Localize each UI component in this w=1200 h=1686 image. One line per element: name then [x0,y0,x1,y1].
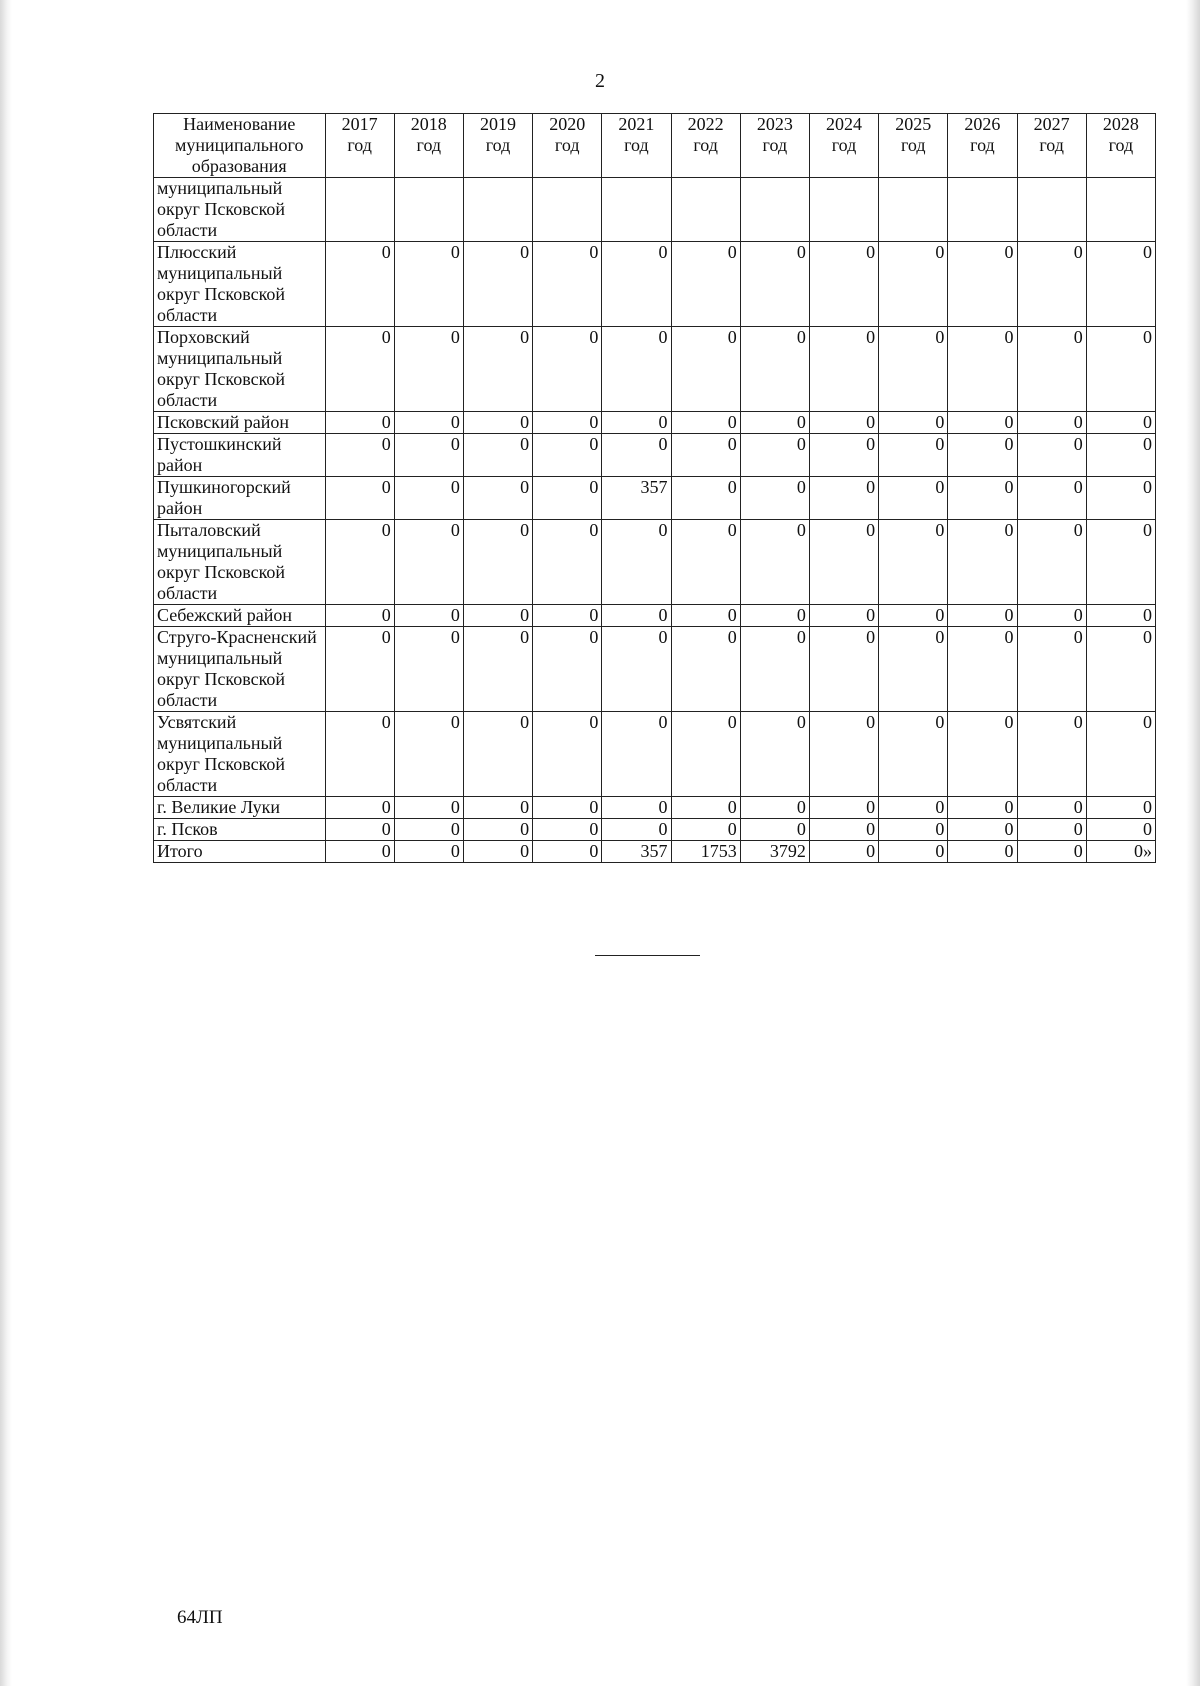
municipality-name-cell: Порховский муниципальный округ Псковской области [154,327,326,412]
value-cell-2027: 0 [1017,477,1086,520]
value-cell-2017: 0 [325,797,394,819]
value-cell-2027: 0 [1017,605,1086,627]
value-cell-2023: 0 [740,327,809,412]
value-cell-2023: 0 [740,434,809,477]
value-cell-2018 [394,178,463,242]
value-cell-2017: 0 [325,841,394,863]
value-cell-2027: 0 [1017,412,1086,434]
municipality-name-cell: Усвятский муниципальный округ Псковской области [154,712,326,797]
value-cell-2022: 0 [671,434,740,477]
value-cell-2028: 0 [1086,242,1155,327]
value-cell-2027 [1017,178,1086,242]
value-cell-2022: 0 [671,477,740,520]
value-cell-2017: 0 [325,327,394,412]
municipality-name-cell: Плюсский муниципальный округ Псковской области [154,242,326,327]
value-cell-2027: 0 [1017,627,1086,712]
value-cell-2020: 0 [533,841,602,863]
value-cell-2019: 0 [463,242,532,327]
value-cell-2020: 0 [533,242,602,327]
value-cell-2024: 0 [809,605,878,627]
table-row [154,242,1156,327]
value-cell-2027: 0 [1017,434,1086,477]
value-cell-2027: 0 [1017,327,1086,412]
value-cell-2024: 0 [809,841,878,863]
value-cell-2026: 0 [948,797,1017,819]
value-cell-2019: 0 [463,627,532,712]
value-cell-2023: 0 [740,712,809,797]
municipality-name-cell: Струго-Красненский муниципальный округ Псковской области [154,627,326,712]
value-cell-2019 [463,178,532,242]
table-row [154,712,1156,797]
value-cell-2019: 0 [463,434,532,477]
year-header-2023: 2023 год [740,114,809,178]
year-header-2020: 2020 год [533,114,602,178]
value-cell-2026: 0 [948,477,1017,520]
value-cell-2027: 0 [1017,242,1086,327]
table-row [154,605,1156,627]
value-cell-2025: 0 [879,520,948,605]
table-row [154,327,1156,412]
value-cell-2022: 0 [671,819,740,841]
table-row [154,520,1156,605]
year-header-2019: 2019 год [463,114,532,178]
value-cell-2017 [325,178,394,242]
table-row [154,627,1156,712]
value-cell-2023: 0 [740,627,809,712]
municipality-name-cell: г. Великие Луки [154,797,326,819]
page-number: 2 [595,70,605,92]
municipality-name-cell: Себежский район [154,605,326,627]
value-cell-2020: 0 [533,627,602,712]
value-cell-2022: 0 [671,412,740,434]
value-cell-2023: 0 [740,819,809,841]
value-cell-2019: 0 [463,520,532,605]
value-cell-2024 [809,178,878,242]
year-header-2025: 2025 год [879,114,948,178]
value-cell-2028: 0 [1086,605,1155,627]
value-cell-2026: 0 [948,327,1017,412]
value-cell-2023 [740,178,809,242]
value-cell-2023: 0 [740,412,809,434]
value-cell-2025: 0 [879,434,948,477]
value-cell-2025: 0 [879,712,948,797]
value-cell-2021: 357 [602,841,671,863]
municipality-name-cell: Пыталовский муниципальный округ Псковской области [154,520,326,605]
value-cell-2018: 0 [394,412,463,434]
value-cell-2028: 0 [1086,434,1155,477]
scan-edge-left [0,0,12,1686]
table-row [154,797,1156,819]
value-cell-2020: 0 [533,412,602,434]
value-cell-2018: 0 [394,242,463,327]
value-cell-2019: 0 [463,819,532,841]
value-cell-2021: 0 [602,412,671,434]
value-cell-2025: 0 [879,327,948,412]
value-cell-2024: 0 [809,712,878,797]
value-cell-2020: 0 [533,605,602,627]
value-cell-2017: 0 [325,605,394,627]
value-cell-2028 [1086,178,1155,242]
value-cell-2018: 0 [394,712,463,797]
value-cell-2021: 0 [602,819,671,841]
value-cell-2020: 0 [533,327,602,412]
table-row [154,178,1156,242]
value-cell-2020: 0 [533,819,602,841]
value-cell-2023: 0 [740,477,809,520]
value-cell-2024: 0 [809,412,878,434]
value-cell-2024: 0 [809,627,878,712]
value-cell-2024: 0 [809,242,878,327]
value-cell-2026: 0 [948,712,1017,797]
value-cell-2021: 0 [602,242,671,327]
value-cell-2028: 0 [1086,797,1155,819]
table-body [154,178,1156,863]
value-cell-2024: 0 [809,327,878,412]
value-cell-2018: 0 [394,627,463,712]
value-cell-2020 [533,178,602,242]
value-cell-2026: 0 [948,520,1017,605]
value-cell-2021 [602,178,671,242]
value-cell-2017: 0 [325,819,394,841]
value-cell-2017: 0 [325,627,394,712]
value-cell-2020: 0 [533,712,602,797]
value-cell-2022: 1753 [671,841,740,863]
value-cell-2023: 0 [740,605,809,627]
value-cell-2028: 0 [1086,520,1155,605]
value-cell-2026: 0 [948,627,1017,712]
value-cell-2028: 0 [1086,477,1155,520]
value-cell-2021: 357 [602,477,671,520]
scan-edge-right [1186,0,1200,1686]
value-cell-2025 [879,178,948,242]
value-cell-2026: 0 [948,841,1017,863]
value-cell-2021: 0 [602,327,671,412]
name-column-header: Наименование муниципального образования [154,114,326,178]
table-row [154,819,1156,841]
year-header-2022: 2022 год [671,114,740,178]
value-cell-2024: 0 [809,477,878,520]
value-cell-2018: 0 [394,520,463,605]
table-row [154,477,1156,520]
value-cell-2028: 0 [1086,627,1155,712]
value-cell-2024: 0 [809,819,878,841]
value-cell-2019: 0 [463,841,532,863]
value-cell-2026: 0 [948,242,1017,327]
value-cell-2025: 0 [879,819,948,841]
value-cell-2022: 0 [671,605,740,627]
value-cell-2018: 0 [394,434,463,477]
value-cell-2025: 0 [879,477,948,520]
value-cell-2026: 0 [948,605,1017,627]
value-cell-2017: 0 [325,412,394,434]
value-cell-2028: 0 [1086,712,1155,797]
value-cell-2023: 0 [740,242,809,327]
value-cell-2026: 0 [948,412,1017,434]
value-cell-2027: 0 [1017,841,1086,863]
value-cell-2021: 0 [602,797,671,819]
value-cell-2023: 0 [740,797,809,819]
value-cell-2025: 0 [879,841,948,863]
value-cell-2020: 0 [533,477,602,520]
year-header-2027: 2027 год [1017,114,1086,178]
value-cell-2020: 0 [533,434,602,477]
value-cell-2018: 0 [394,477,463,520]
value-cell-2017: 0 [325,712,394,797]
value-cell-2022: 0 [671,712,740,797]
value-cell-2019: 0 [463,605,532,627]
municipality-name-cell: Итого [154,841,326,863]
value-cell-2025: 0 [879,605,948,627]
year-header-2021: 2021 год [602,114,671,178]
value-cell-2027: 0 [1017,520,1086,605]
value-cell-2027: 0 [1017,797,1086,819]
value-cell-2023: 3792 [740,841,809,863]
value-cell-2026 [948,178,1017,242]
value-cell-2022: 0 [671,520,740,605]
value-cell-2022 [671,178,740,242]
footer-document-code: 64ЛП [177,1607,223,1628]
value-cell-2028: 0 [1086,819,1155,841]
value-cell-2024: 0 [809,797,878,819]
value-cell-2019: 0 [463,712,532,797]
table-row [154,841,1156,863]
value-cell-2020: 0 [533,797,602,819]
value-cell-2017: 0 [325,520,394,605]
value-cell-2025: 0 [879,412,948,434]
municipality-name-cell: г. Псков [154,819,326,841]
value-cell-2026: 0 [948,819,1017,841]
value-cell-2018: 0 [394,327,463,412]
value-cell-2023: 0 [740,520,809,605]
value-cell-2019: 0 [463,327,532,412]
value-cell-2021: 0 [602,434,671,477]
value-cell-2022: 0 [671,797,740,819]
value-cell-2019: 0 [463,797,532,819]
value-cell-2018: 0 [394,819,463,841]
value-cell-2021: 0 [602,712,671,797]
value-cell-2025: 0 [879,797,948,819]
value-cell-2024: 0 [809,434,878,477]
value-cell-2024: 0 [809,520,878,605]
value-cell-2022: 0 [671,242,740,327]
value-cell-2026: 0 [948,434,1017,477]
value-cell-2019: 0 [463,412,532,434]
value-cell-2018: 0 [394,841,463,863]
year-header-2018: 2018 год [394,114,463,178]
value-cell-2017: 0 [325,477,394,520]
value-cell-2021: 0 [602,605,671,627]
end-divider-line [595,955,700,956]
municipality-name-cell: Пустошкинский район [154,434,326,477]
municipal-data-table [153,113,1156,863]
value-cell-2025: 0 [879,242,948,327]
municipality-name-cell: муниципальный округ Псковской области [154,178,326,242]
municipality-name-cell: Пушкиногорский район [154,477,326,520]
value-cell-2022: 0 [671,627,740,712]
year-header-2026: 2026 год [948,114,1017,178]
year-header-2024: 2024 год [809,114,878,178]
value-cell-2028: 0» [1086,841,1155,863]
value-cell-2020: 0 [533,520,602,605]
header-row [154,114,1156,178]
value-cell-2027: 0 [1017,712,1086,797]
value-cell-2028: 0 [1086,412,1155,434]
value-cell-2021: 0 [602,520,671,605]
value-cell-2017: 0 [325,242,394,327]
table-row [154,434,1156,477]
year-header-2028: 2028 год [1086,114,1155,178]
value-cell-2018: 0 [394,605,463,627]
value-cell-2028: 0 [1086,327,1155,412]
municipality-name-cell: Псковский район [154,412,326,434]
table-row [154,412,1156,434]
value-cell-2021: 0 [602,627,671,712]
value-cell-2025: 0 [879,627,948,712]
value-cell-2022: 0 [671,327,740,412]
value-cell-2017: 0 [325,434,394,477]
value-cell-2018: 0 [394,797,463,819]
value-cell-2027: 0 [1017,819,1086,841]
year-header-2017: 2017 год [325,114,394,178]
value-cell-2019: 0 [463,477,532,520]
